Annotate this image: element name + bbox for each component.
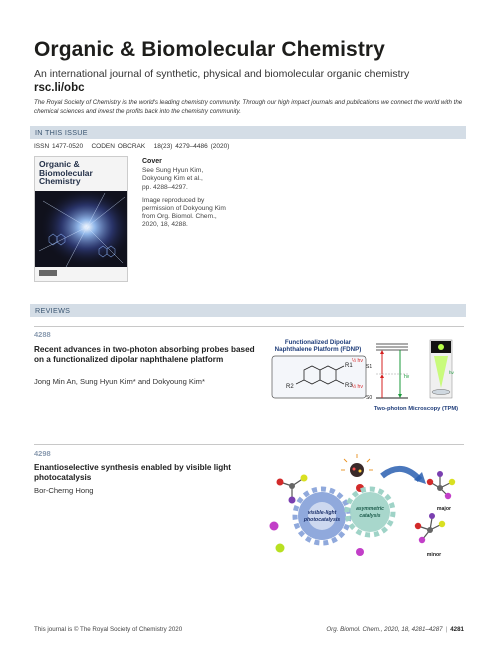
- footer-copyright: This journal is © The Royal Society of Chemistry 2020: [34, 626, 183, 633]
- in-this-issue-bar: [30, 126, 466, 139]
- journal-title: Organic & Biomolecular Chemistry: [34, 38, 385, 61]
- cover-image[interactable]: [34, 156, 128, 282]
- cover-artwork: [35, 191, 128, 271]
- gear-photocatalysis: [295, 489, 349, 543]
- platform-label-1: Functionalized Dipolar: [284, 339, 352, 346]
- footer-citation: Org. Biomol. Chem., 2020, 18, 4281–4287 | 4281: [326, 626, 464, 633]
- reagent-sphere: [276, 544, 285, 553]
- cover-title: Cover: [142, 158, 162, 165]
- reviews-bar: [30, 304, 466, 317]
- toc-graphic-photocatalysis: [262, 454, 464, 564]
- article-divider: [34, 444, 464, 445]
- cover-journal-name: Organic & Biomolecular Chemistry: [39, 159, 93, 187]
- gear2-label-1: asymmetric: [356, 506, 384, 512]
- journal-link[interactable]: rsc.li/obc: [34, 82, 85, 94]
- article-page-number: 4298: [34, 449, 51, 458]
- gear-asymmetric: [347, 489, 393, 535]
- cover-caption: Cover See Sung Hyun Kim, Dokyoung Kim et al., pp. 4288–4297. Image reproduced by permission of Dokyoung Kim from Org. Biomol. Chem., 2020, 18, 4288.: [142, 158, 242, 230]
- major-product-molecule: [427, 471, 455, 499]
- r3-label: R3: [345, 383, 353, 389]
- footer-page-number: 4281: [450, 626, 464, 633]
- half-hv-2: ½ hν: [352, 384, 363, 390]
- gear1-label-2: photocatalysis: [303, 517, 341, 523]
- reviews-label: REVIEWS: [35, 306, 71, 315]
- half-hv-1: ½ hν: [352, 358, 363, 364]
- cover-footer: [35, 267, 127, 281]
- article-title[interactable]: Recent advances in two-photon absorbing probes based on a functionalized dipolar naphthalene platform: [34, 345, 255, 364]
- article-authors: Bor-Cherng Hong: [34, 486, 94, 495]
- toc-graphic-fdnp: [266, 336, 464, 428]
- emission-label: hν: [404, 374, 410, 380]
- r2-label: R2: [286, 384, 294, 390]
- coden: CODEN OBCRAK: [91, 143, 146, 150]
- gear1-label-1: visible-light: [307, 510, 337, 516]
- r1-label: R1: [345, 363, 353, 369]
- journal-subtitle: An international journal of synthetic, physical and biomolecular organic chemistry: [34, 68, 410, 80]
- citation-text: Org. Biomol. Chem., 2020, 18, 4281–4287: [326, 626, 443, 633]
- minor-label: minor: [426, 552, 442, 558]
- reagent-sphere: [356, 548, 364, 556]
- rsc-blurb: The Royal Society of Chemistry is the world's leading chemistry community. Through our high impact journals and publications we connect the world with the chemical sciences and invest the profits back into the chemistry community.: [34, 99, 463, 115]
- article-divider: [34, 326, 464, 327]
- s1-label: S1: [366, 364, 373, 370]
- reagent-sphere: [270, 522, 279, 531]
- article-page-number: 4288: [34, 330, 51, 339]
- microscopy-label: Two-photon Microscopy (TPM): [373, 406, 459, 412]
- volume-info: 18(23) 4279–4486 (2020): [153, 143, 230, 150]
- s0-label: S0: [366, 395, 373, 401]
- platform-label-2: Naphthalene Platform (FDNP): [274, 346, 362, 353]
- article-title[interactable]: Enantioselective synthesis enabled by visible light photocatalysis: [34, 463, 232, 482]
- cover-masthead: [35, 157, 127, 191]
- major-label: major: [436, 506, 452, 512]
- issn: ISSN 1477-0520: [34, 143, 84, 150]
- reaction-arrow-icon: [382, 469, 420, 480]
- article-authors: Jong Min An, Sung Hyun Kim* and Dokyoung Kim*: [34, 377, 205, 386]
- tpm-illustration: [430, 340, 455, 398]
- in-this-issue-label: IN THIS ISSUE: [35, 128, 88, 137]
- minor-product-molecule: [415, 513, 445, 543]
- gear2-label-2: catalysis: [359, 513, 381, 519]
- light-bulb-icon: [341, 454, 373, 477]
- issn-line: [34, 143, 229, 150]
- tpm-emission-label: hν: [449, 370, 454, 375]
